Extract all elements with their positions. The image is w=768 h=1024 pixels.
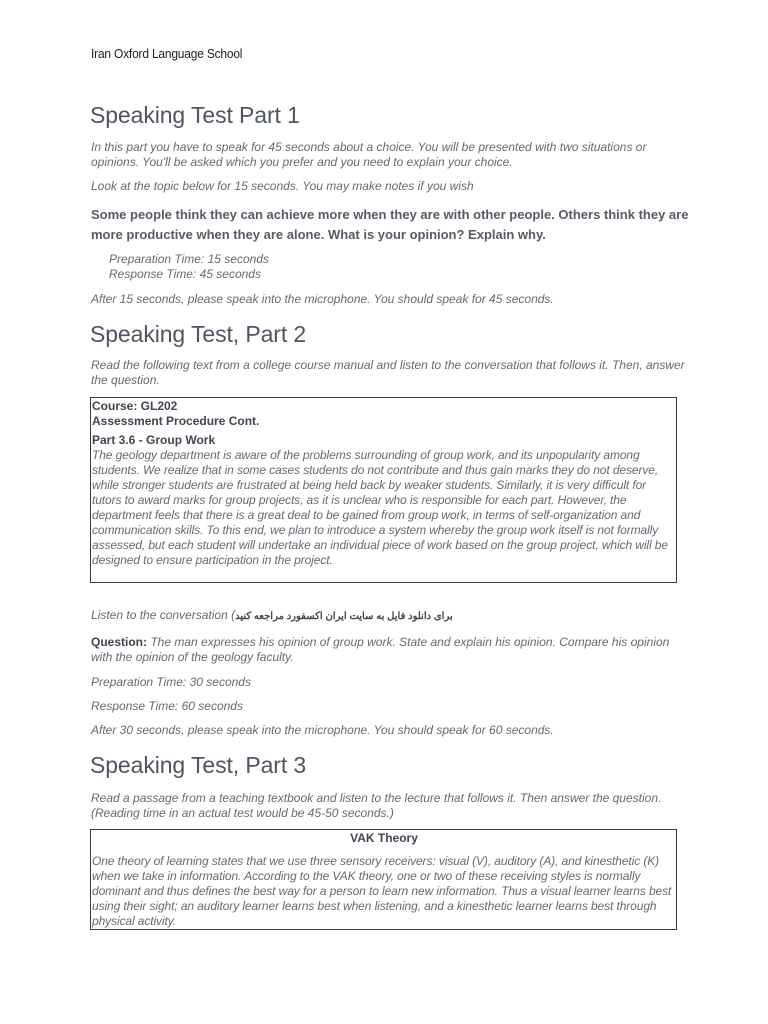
part2-after: After 30 seconds, please speak into the microphone. You should speak for 60 seconds. <box>91 723 554 737</box>
part1-after: After 15 seconds, please speak into the microphone. You should speak for 45 seconds. <box>91 292 554 306</box>
vak-theory-box <box>90 829 677 930</box>
part2-response-time: Response Time: 60 seconds <box>91 699 243 713</box>
part1-look: Look at the topic below for 15 seconds. You may make notes if you wish <box>91 179 474 193</box>
question-label: Question: <box>91 635 147 649</box>
course-code: Course: GL202 <box>92 399 178 413</box>
course-body: The geology department is aware of the problems surrounding of group work, and its unpopularity among students. We realize that in some cases students do not contribute and thus gain marks they do not deserve, while stronger students are frustrated at being held back by weaker students. Similarly, it is very difficult for tutors to award marks for group projects, as it is unclear who is responsible for each part. However, the department feels that there is a great deal to be gained from group work, in terms of self-organization and communication skills. To this end, we plan to introduce a system whereby the group work itself is not formally assessed, but each student will undertake an individual piece of work based on the group project, which will be designed to ensure participation in the project. <box>92 448 668 567</box>
part1-prep-time: Preparation Time: 15 seconds <box>109 252 269 266</box>
question-text: The man expresses his opinion of group work. State and explain his opinion. Compare his opinion with the opinion of the geology faculty. <box>91 635 670 664</box>
part2-title: Speaking Test, Part 2 <box>90 321 307 347</box>
download-link[interactable]: برای دانلود فایل به سایت ایران اکسفورد مراجعه کنید <box>235 611 453 622</box>
course-manual-box <box>90 397 677 583</box>
part1-intro: In this part you have to speak for 45 seconds about a choice. You will be presented with two situations or opinions. You'll be asked which you prefer and you need to explain your choice. <box>91 140 647 169</box>
part3-intro: Read a passage from a teaching textbook and listen to the lecture that follows it. Then answer the question. (Reading time in an actual test would be 45-50 seconds.) <box>91 791 662 820</box>
part1-prompt: Some people think they can achieve more when they are with other people. Others think they are more productive when they are alone. What is your opinion? Explain why. <box>91 207 689 242</box>
listen-text: Listen to the conversation ( <box>91 608 236 622</box>
course-section: Part 3.6 - Group Work <box>92 433 216 447</box>
part2-intro: Read the following text from a college course manual and listen to the conversation that follows it. Then, answer the question. <box>91 358 685 387</box>
part2-listen <box>91 608 691 624</box>
part1-title: Speaking Test Part 1 <box>90 102 300 128</box>
part2-question <box>91 635 691 665</box>
course-subtitle: Assessment Procedure Cont. <box>92 414 260 428</box>
part1-response-time: Response Time: 45 seconds <box>109 267 261 281</box>
vak-body: One theory of learning states that we use three sensory receivers: visual (V), auditory (A), and kinesthetic (K) when we take in information. According to the VAK theory, one or two of these receiving styles is normally dominant and thus defines the best way for a person to learn new information. Thus a visual learner learns best using their sight; an auditory learner learns best when listening, and a kinesthetic learner learns best through physical activity. <box>92 854 672 928</box>
vak-heading: VAK Theory <box>350 831 418 845</box>
school-header: Iran Oxford Language School <box>91 46 243 61</box>
part3-title: Speaking Test, Part 3 <box>90 752 307 778</box>
part2-prep-time: Preparation Time: 30 seconds <box>91 675 251 689</box>
